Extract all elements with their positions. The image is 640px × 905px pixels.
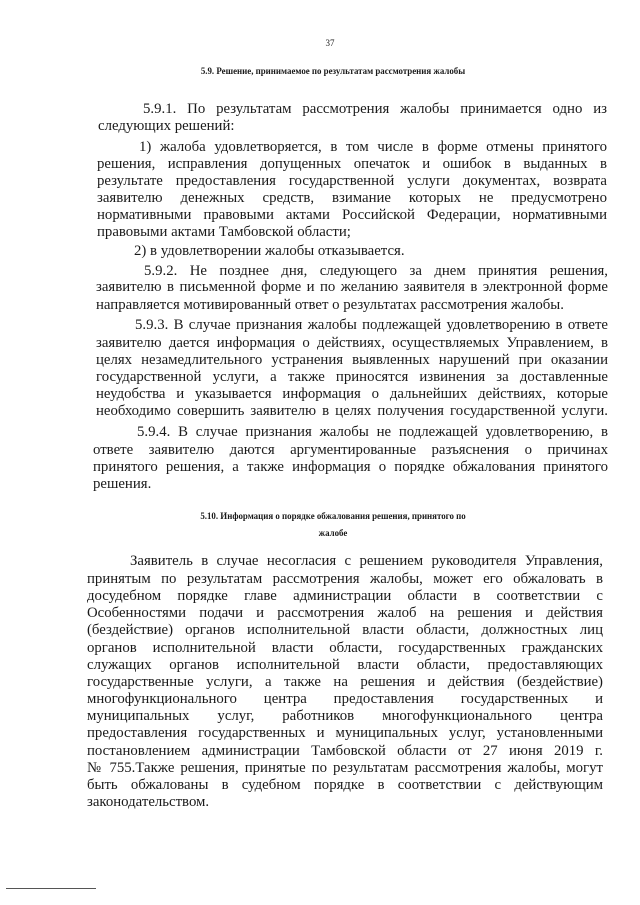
text-line: быть обжалованы в судебном порядке в соответствии с действующим xyxy=(87,777,603,793)
text-line: законодательством. xyxy=(87,794,210,810)
text-line: муниципальных услуг, работников многофункционального центра xyxy=(87,708,603,724)
page-number: 37 xyxy=(325,38,335,48)
text-line: 5.9.2. Не позднее дня, следующего за днем принятия решения, xyxy=(144,263,608,279)
text-line: многофункционального центра предоставления государственных и xyxy=(87,691,603,707)
text-line: принятого решения, а также информация о порядке обжалования принятого xyxy=(93,459,608,475)
text-line: Особенностями подачи и рассмотрения жалоб на решения и действия xyxy=(87,605,603,621)
text-line: решения. xyxy=(93,476,152,492)
section-heading-5-10-cont: жалобе xyxy=(318,528,348,538)
text-line: 5.9.1. По результатам рассмотрения жалобы принимается одно из xyxy=(143,101,607,117)
text-line: заявителю денежных средств, взимание которых не предусмотрено xyxy=(97,190,607,206)
section-heading-5-10: 5.10. Информация о порядке обжалования решения, принятого по xyxy=(200,511,466,521)
list-item-2: 2) в удовлетворении жалобы отказывается. xyxy=(134,243,405,259)
text-line: (бездействие) органов исполнительной власти области, должностных лиц xyxy=(87,622,603,638)
text-line: нормативными правовыми актами Российской Федерации, нормативными xyxy=(97,207,607,223)
text-line: направляется мотивированный ответ о результатах рассмотрения жалобы. xyxy=(96,297,564,313)
text-line: результате предоставления государственной услуги документах, возврата xyxy=(97,173,607,189)
text-line: органов исполнительной власти области, государственных гражданских xyxy=(87,640,603,656)
text-line: служащих органов исполнительной власти области, предоставляющих xyxy=(87,657,603,673)
text-line: неудобства и указывается информация о дальнейших действиях, которые xyxy=(96,386,608,402)
text-line: ответе заявителю даются аргументированные разъяснения о причинах xyxy=(93,442,608,458)
text-line: Заявитель в случае несогласия с решением руководителя Управления, xyxy=(130,553,603,569)
text-line: № 755.Также решения, принятые по результатам рассмотрения жалобы, могут xyxy=(87,760,603,776)
section-heading-5-9: 5.9. Решение, принимаемое по результатам рассмотрения жалобы xyxy=(200,66,466,76)
footer-rule xyxy=(6,888,96,889)
text-line: 5.9.4. В случае признания жалобы не подлежащей удовлетворению, в xyxy=(137,424,608,440)
text-line: заявителю дается информация о действиях, осуществляемых Управлением, в xyxy=(96,335,608,351)
text-line: государственные услуги, а также на решения и действия (бездействие) xyxy=(87,674,603,690)
list-item-1: 1) жалоба удовлетворяется, в том числе в форме отмены принятого xyxy=(139,139,607,155)
text-line: целях незамедлительного устранения выявленных нарушений при оказании xyxy=(96,352,608,368)
text-line: предоставления государственных и муниципальных услуг, установленными xyxy=(87,725,603,741)
text-line: досудебном порядке главе администрации области в соответствии с xyxy=(87,588,603,604)
text-line: необходимо совершить заявителю в целях получения государственной услуги. xyxy=(96,403,608,419)
text-line: государственной услуги, а также приносятся извинения за доставленные xyxy=(96,369,608,385)
text-line: следующих решений: xyxy=(98,118,235,134)
text-line: постановлением администрации Тамбовской области от 27 июня 2019 г. xyxy=(87,743,603,759)
text-line: принятым по результатам рассмотрения жалобы, может его обжаловать в xyxy=(87,571,603,587)
text-line: решения, исправления допущенных опечаток и ошибок в выданных в xyxy=(97,156,607,172)
text-line: 5.9.3. В случае признания жалобы подлежащей удовлетворению в ответе xyxy=(135,317,608,333)
text-line: заявителю в письменной форме и по желанию заявителя в электронной форме xyxy=(96,279,608,295)
text-line: правовыми актами Тамбовской области; xyxy=(97,224,351,240)
